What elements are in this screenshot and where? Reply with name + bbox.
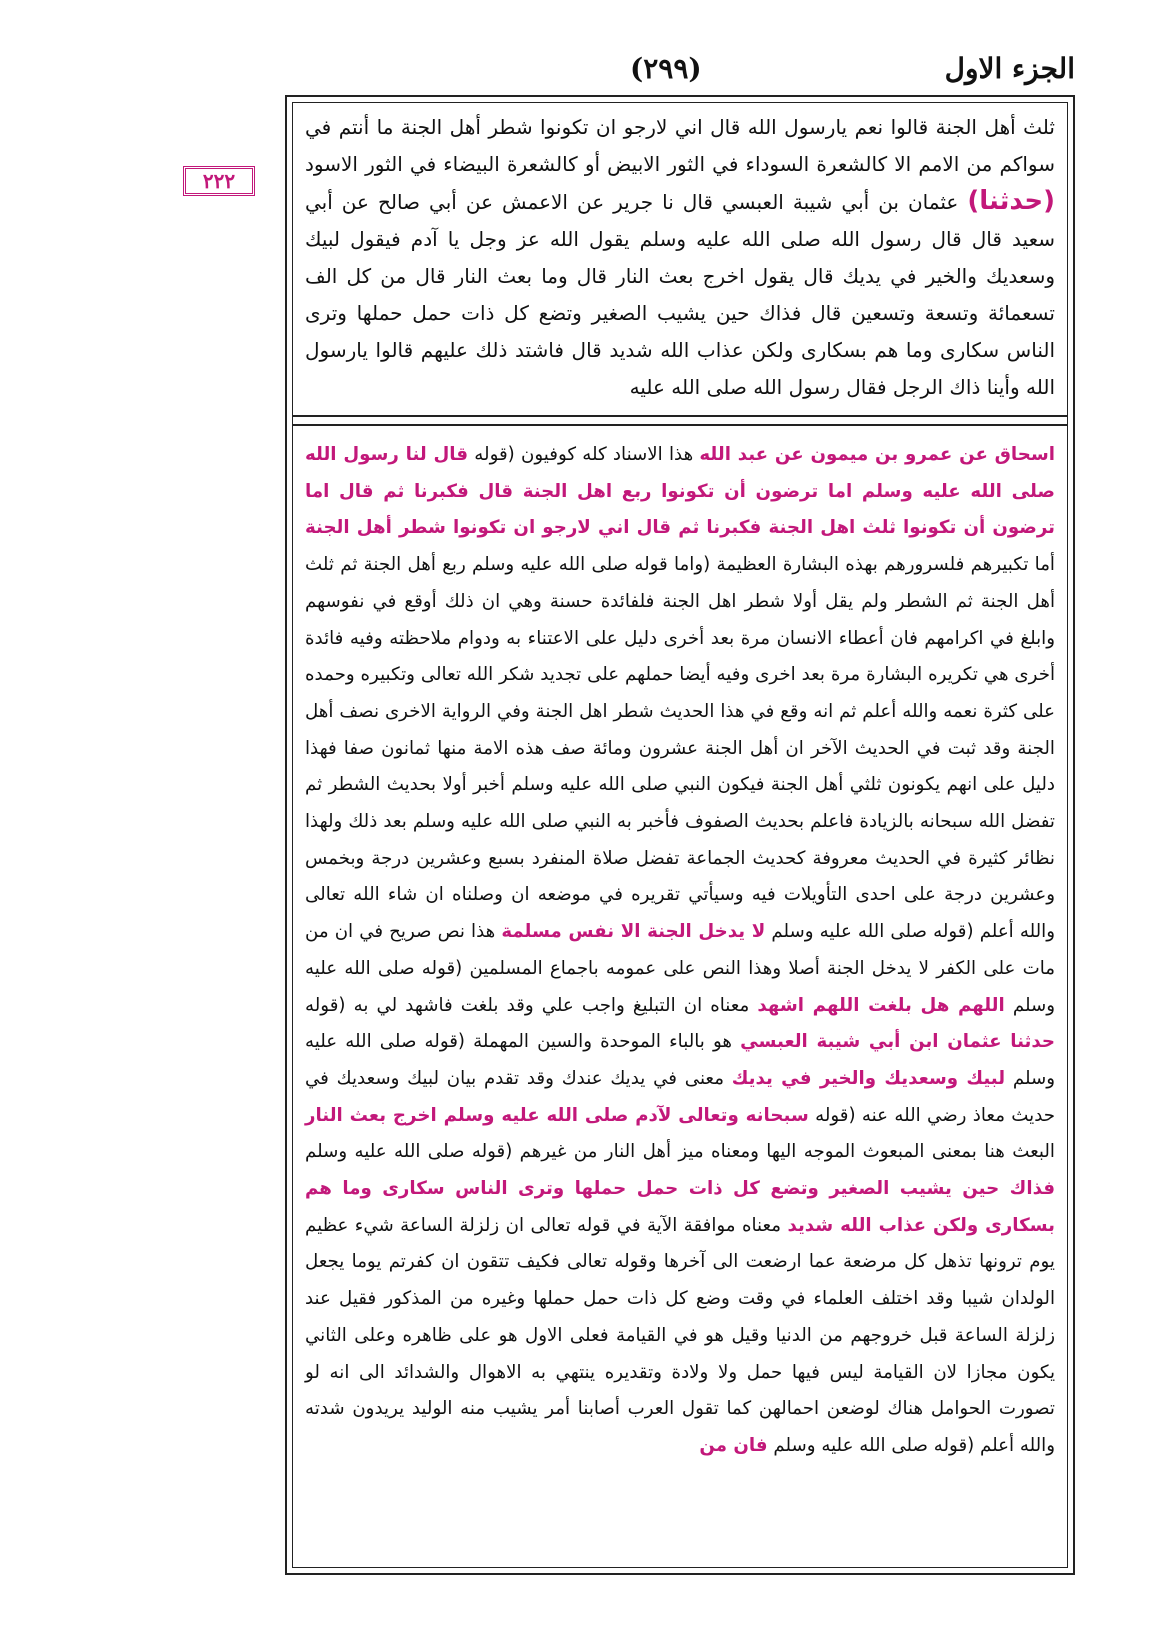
hadith-number-badge: ٢٢٢ [183,166,255,196]
page-number: (٢٩٩) [630,52,702,85]
sharh-quote-6: لبيك وسعديك والخير في يديك [731,1067,1006,1089]
sharh-quote-9: فان من [699,1434,768,1456]
matn-paragraph [295,105,1065,410]
sharh-quote-4: اللهم هل بلغت اللهم اشهد [757,994,1005,1016]
sharh-paragraph [295,431,1065,1471]
sharh-section [295,431,1065,1565]
sharh-text-4: معناه ان التبليغ واجب علي وقد بلغت فاشهد لي به (قوله [305,994,758,1016]
sharh-text-3: هذا نص صريح في ان من مات على الكفر لا يدخل الجنة أصلا وهذا النص على عمومه باجماع المسلمين (قوله صلى الله عليه وسلم [305,921,1055,1016]
section-divider [292,415,1068,426]
matn-section [295,105,1065,413]
matn-text-1: ثلث أهل الجنة قالوا نعم يارسول الله قال اني لارجو ان تكونوا شطر أهل الجنة ما أنتم في سواكم من الامم الا كالشعرة السوداء في الثور الابيض أو كالشعرة البيضاء في الثور الاسود [305,115,1055,176]
page-frame [285,95,1075,1575]
sharh-text-6: معنى في يديك عندك وقد تقدم بيان لبيك وسعديك في حديث معاذ رضي الله عنه (قوله [305,1067,1055,1126]
sharh-text-2: أما تكبيرهم فلسرورهم بهذه البشارة العظيمة (واما قوله صلى الله عليه وسلم ربع أهل الجنة ثم ثلث أهل الجنة ثم الشطر ولم يقل أولا شطر اهل الجنة فلفائدة حسنة وهي ان ذلك أوقع في نفوسهم وابلغ في اكرامهم فان أعطاء الانسان مرة بعد أخرى دليل على الاعتناء به ودوام ملاحظته وفيه فائدة أخرى هي تكريره البشارة مرة بعد اخرى وفيه أيضا حملهم على تجديد شكر الله تعالى وتكبيره وحمده على كثرة نعمه والله أعلم ثم انه وقع في هذا الحديث شطر اهل الجنة وفي الرواية الاخرى نصف أهل الجنة وقد ثبت في الحديث الآخر ان أهل الجنة عشرون ومائة صف هذه الامة منها ثمانون صفا فهذا دليل على انهم يكونون ثلثي أهل الجنة فيكون النبي صلى الله عليه وسلم أخبر أولا بحديث الشطر ثم تفضل الله سبحانه بالزيادة فاعلم بحديث الصفوف فأخبر به النبي صلى الله عليه وسلم بعد ذلك ولهذا نظائر كثيرة في الحديث معروفة كحديث الجماعة تفضل صلاة المنفرد بسبع وعشرين درجة وبخمس وعشرين درجة على احدى التأويلات فيه وسيأتي تقريره في موضعه ان وصلناه ان شاء الله تعالى والله أعلم (قوله صلى الله عليه وسلم [305,554,1055,943]
sharh-quote-7: سبحانه وتعالى لآدم صلى الله عليه وسلم اخرج بعث النار [305,1104,809,1126]
volume-title: الجزء الاول [944,52,1075,85]
sharh-quote-8: فذاك حين يشيب الصغير وتضع كل ذات حمل حملها وترى الناس سكارى وما هم بسكارى ولكن عذاب الله شديد [305,1178,1055,1236]
sharh-text-7: البعث هنا بمعنى المبعوث الموجه اليها ومعناه ميز أهل النار من غيرهم (قوله صلى الله عليه وسلم [305,1141,1055,1163]
sharh-quote-1: اسحاق عن عمرو بن ميمون عن عبد الله [699,444,1055,465]
sharh-text-5: هو بالباء الموحدة والسين المهملة (قوله صلى الله عليه وسلم [305,1031,1055,1089]
sharh-quote-3: لا يدخل الجنة الا نفس مسلمة [501,921,766,943]
sharh-text-8: معناه موافقة الآية في قوله تعالى ان زلزلة الساعة شيء عظيم يوم ترونها تذهل كل مرضعة عما ارضعت الى آخرها وقوله تعالى فكيف تتقون ان كفرتم يوما يجعل الولدان شيبا وقد اختلف العلماء في وقت وضع كل ذات حمل حملها وغيره من المذكور فقيل عند زلزلة الساعة قبل خروجهم من الدنيا وقيل هو في القيامة فعلى الاول هو على ظاهره وعلى الثاني يكون مجازا لان القيامة ليس فيها حمل ولا ولادة وتقديره ينتهي به الاهوال والشدائد الى انه لو تصورت الحوامل هناك لوضعن احمالهن كما تقول العرب أصابنا أمر يشيب منه الوليد يريدون شدته والله أعلم (قوله صلى الله عليه وسلم [305,1214,1055,1456]
page-header [285,44,1075,94]
sharh-text-1: هذا الاسناد كله كوفيون (قوله [468,444,700,465]
matn-text-2: عثمان بن أبي شيبة العبسي قال نا جرير عن الاعمش عن أبي صالح عن أبي سعيد قال قال رسول الله صلى الله عليه وسلم يقول الله عز وجل يا آدم فيقول لبيك وسعديك والخير في يديك قال يقول اخرج بعث النار قال وما بعث النار قال من كل الف تسعمائة وتسعة وتسعين قال فذاك حين يشيب الصغير وتضع كل ذات حمل حملها وترى الناس سكارى وما هم بسكارى ولكن عذاب الله شديد قال فاشتد ذلك عليهم قالوا يارسول الله وأينا ذاك الرجل فقال رسول الله صلى الله عليه [305,190,1055,399]
haddathana-marker: (حدثنا) [967,186,1055,216]
sharh-quote-2: قال لنا رسول الله صلى الله عليه وسلم اما ترضون أن تكونوا ربع اهل الجنة قال فكبرنا ثم قال اما ترضون أن تكونوا ثلث اهل الجنة فكبرنا ثم قال اني لارجو ان تكونوا شطر أهل الجنة [305,444,1055,539]
sharh-quote-5: حدثنا عثمان ابن أبي شيبة العبسي [740,1031,1055,1053]
